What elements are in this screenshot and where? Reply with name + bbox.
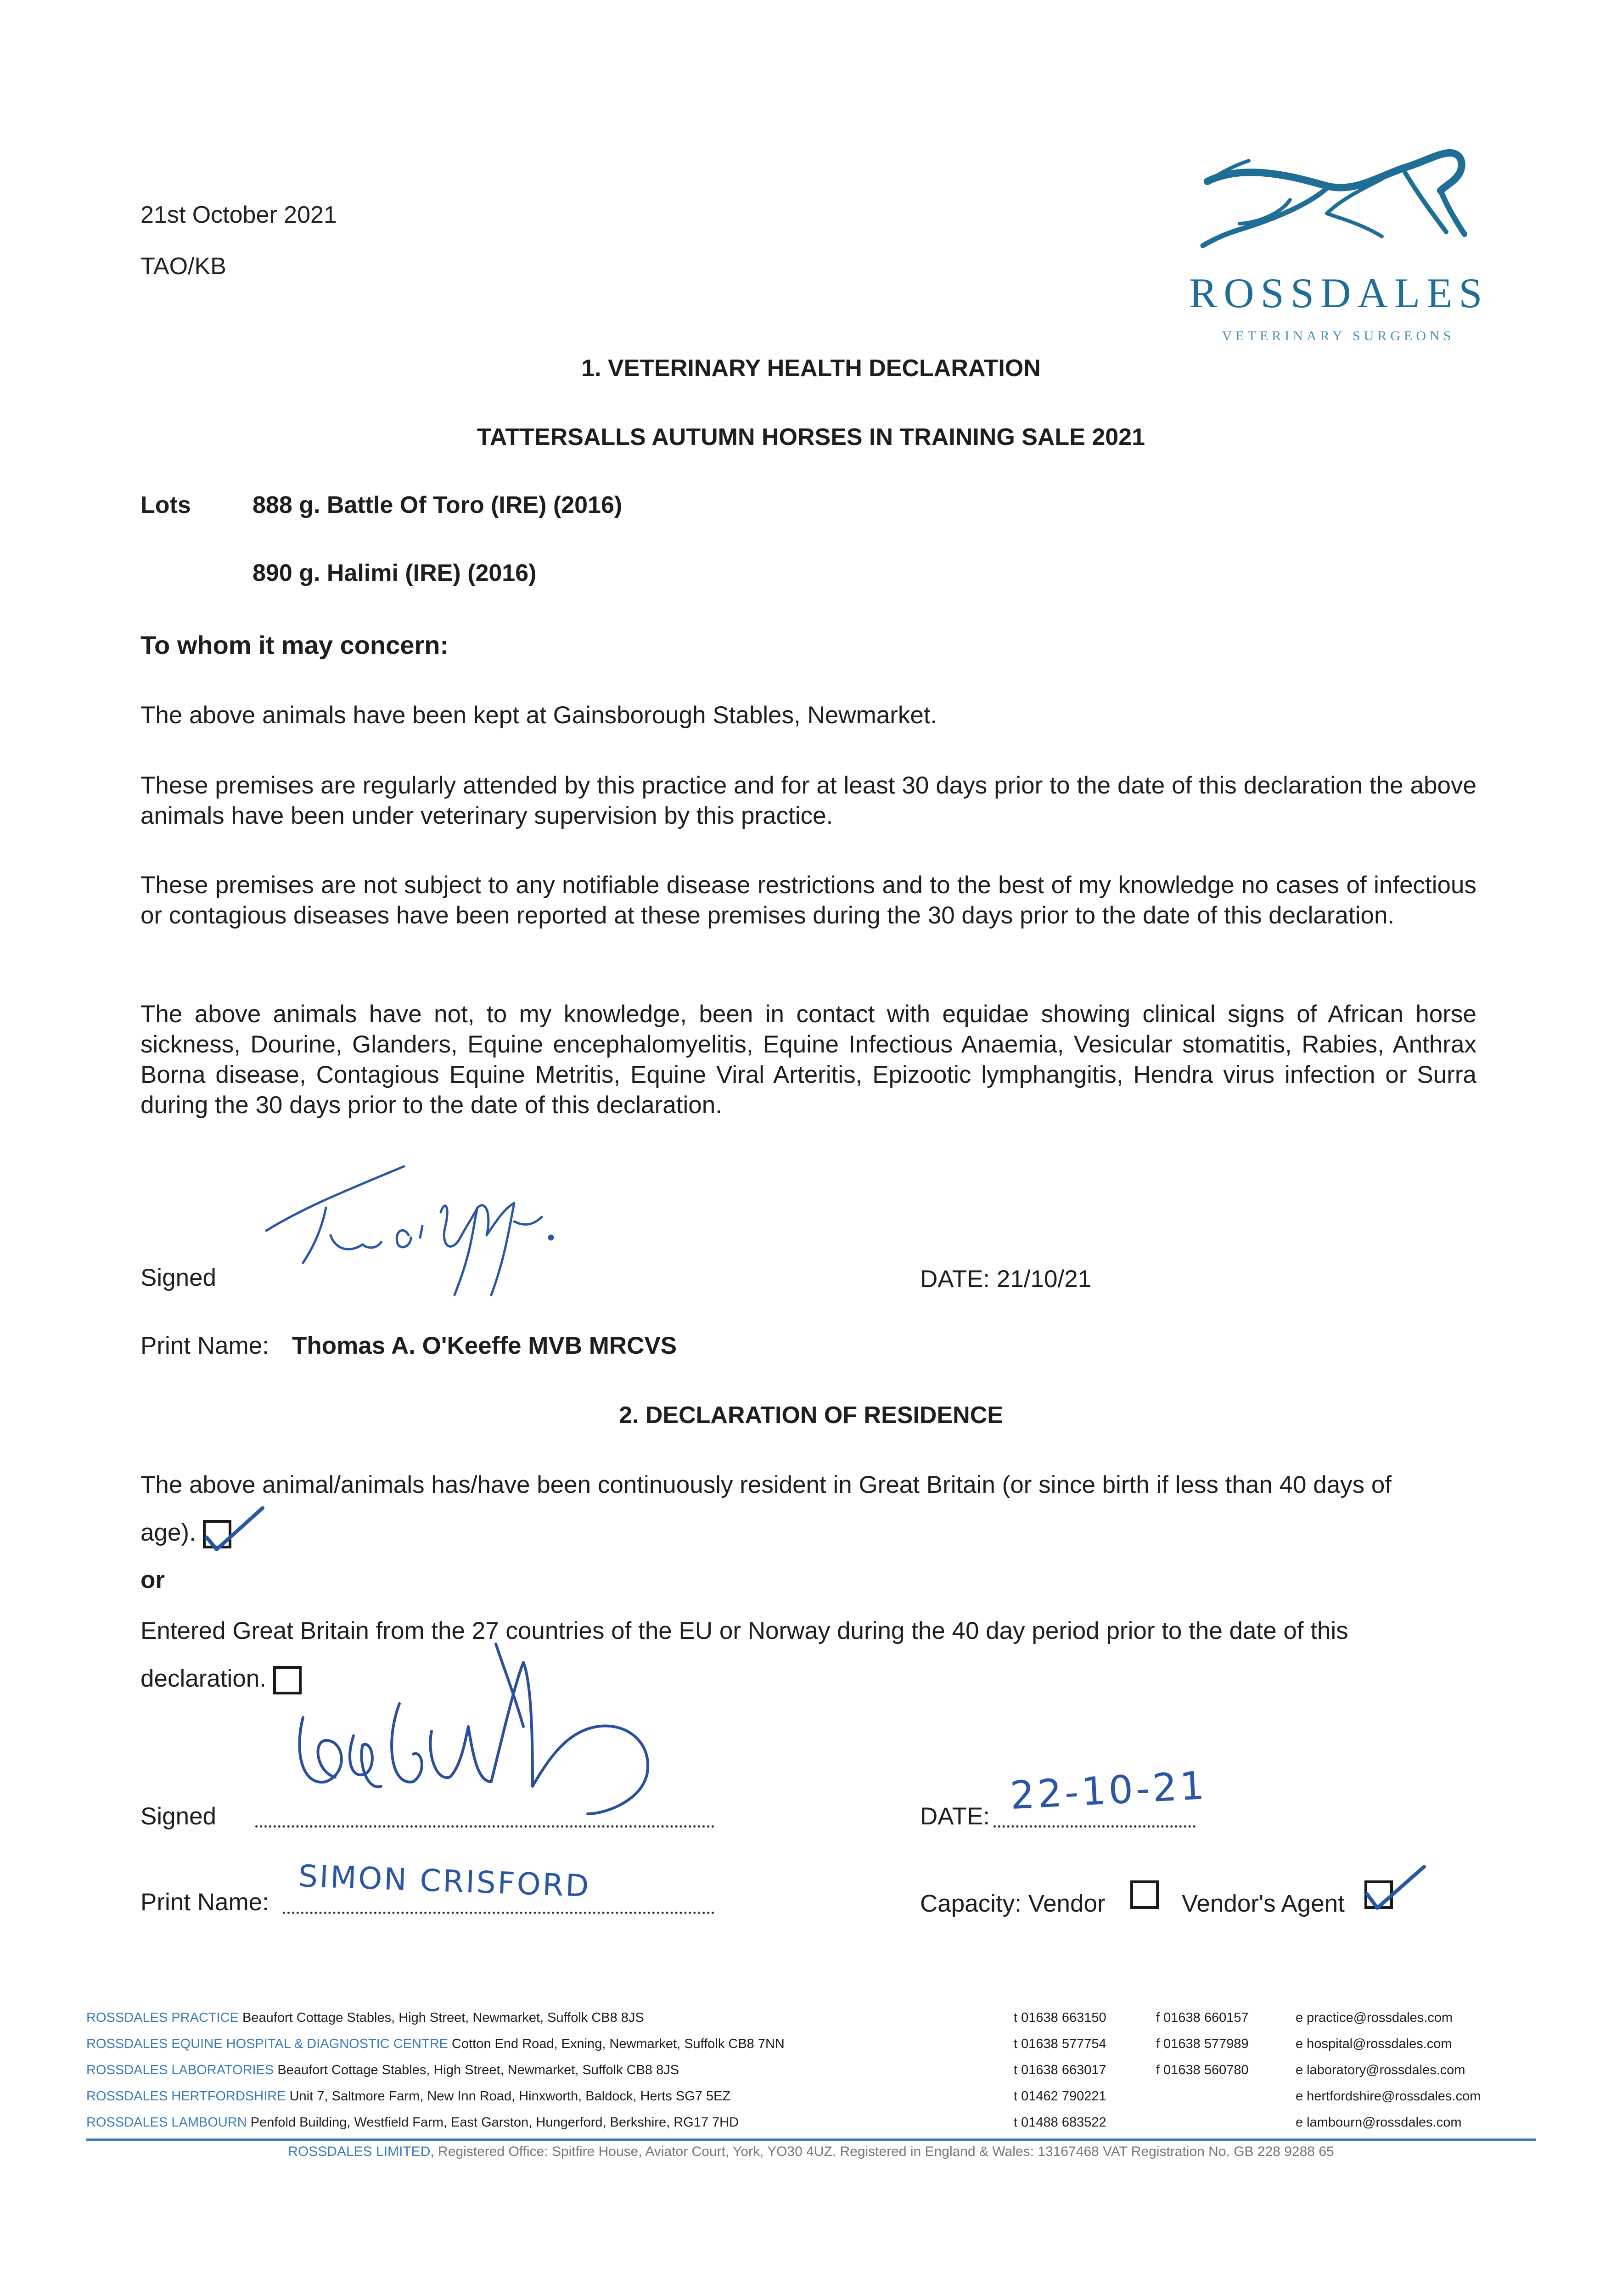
check-mark-icon [1364,1864,1429,1914]
office-address: Beaufort Cottage Stables, High Street, Newmarket, Suffolk CB8 8JS [277,2063,679,2077]
office-fax: f 01638 560780 [1156,2063,1249,2077]
salutation: To whom it may concern: [140,630,449,659]
logo-tagline: VETERINARY SURGEONS [1222,328,1455,343]
vet-signed-label: Signed [140,1264,217,1291]
lots-label: Lots [140,492,191,518]
section1-heading: 1. VETERINARY HEALTH DECLARATION [581,355,1041,382]
office-email: e hertfordshire@rossdales.com [1296,2089,1481,2104]
office-email: e hospital@rossdales.com [1296,2037,1452,2051]
vendor-signature [275,1635,689,1832]
vendor-signature-line[interactable] [255,1825,714,1828]
registration-details: Registered Office: Spitfire House, Aviator Court, York, YO30 4UZ. Registered in England & Wales: 13167468 VAT Registration No. GB 228 9288 65 [438,2144,1334,2159]
paragraph-premises: The above animals have been kept at Gainsborough Stables, Newmarket. [140,702,937,729]
office-name: ROSSDALES LABORATORIES [86,2063,274,2077]
vendor-checkbox[interactable] [1130,1880,1159,1909]
footer-divider [86,2138,1536,2141]
check-mark-icon [203,1504,267,1555]
office-phone: t 01638 663150 [1014,2010,1106,2025]
horse-logo-icon [1189,145,1487,282]
logo-name: ROSSDALES [1189,270,1489,316]
vendor-agent-label: Vendor's Agent [1182,1890,1345,1917]
rossdales-logo [1189,145,1487,356]
vendor-date-handwritten: 22-10-21 [1009,1762,1208,1818]
footer-office-address [86,2115,739,2130]
capacity-vendor-label: Capacity: Vendor [920,1890,1106,1917]
footer-office-address [86,2089,730,2104]
paragraph-supervision: These premises are regularly attended by this practice and for at least 30 days prior to the date of this declaration the above animals have been under veterinary supervision by this practice. [140,772,1476,829]
office-fax: f 01638 577989 [1156,2037,1249,2051]
office-name: ROSSDALES LAMBOURN [86,2115,247,2130]
vet-print-name: Thomas A. O'Keeffe MVB MRCVS [292,1332,677,1359]
vendor-print-name-handwritten: SIMON CRISFORD [297,1858,591,1904]
paragraph-disease: These premises are not subject to any notifiable disease restrictions and to the best of my knowledge no cases of infectious or contagious diseases have been reported at these premises during the 30 days prior to the date of this declaration. [140,872,1476,929]
vet-date: DATE: 21/10/21 [920,1266,1092,1293]
option-1-text: The above animal/animals has/have been continuously resident in Great Britain (or since birth if less than 40 days of age). [140,1471,1392,1546]
vendor-agent-checkbox[interactable] [1364,1880,1393,1909]
residence-option-1 [140,1461,1417,1557]
paragraph-contact: The above animals have not, to my knowledge, been in contact with equidae showing clinical signs of African horse sickness, Dourine, Glanders, Equine encephalomyelitis, Equine Infectious Anaemia, Vesicular stomatitis, Rabies, Anthrax Borna disease, Contagious Equine Metritis, Equine Viral Arteritis, Epizootic lymphangitis, Hendra virus infection or Surra during the 30 days prior to the date of this declaration. [140,1001,1476,1119]
company-name: ROSSDALES LIMITED, [288,2144,434,2159]
office-email: e laboratory@rossdales.com [1296,2063,1465,2077]
company-registration [0,2144,1622,2160]
vet-print-name-label: Print Name: [140,1332,269,1359]
letter-date: 21st October 2021 [140,202,337,228]
office-name: ROSSDALES EQUINE HOSPITAL & DIAGNOSTIC CENTRE [86,2037,448,2051]
office-phone: t 01462 790221 [1014,2089,1106,2104]
office-name: ROSSDALES HERTFORDSHIRE [86,2089,286,2104]
office-address: Beaufort Cottage Stables, High Street, Newmarket, Suffolk CB8 8JS [242,2010,644,2025]
section2-heading: 2. DECLARATION OF RESIDENCE [619,1402,1003,1429]
vendor-date-label: DATE: [920,1803,990,1830]
lot-item: 888 g. Battle Of Toro (IRE) (2016) [253,492,623,518]
office-address: Unit 7, Saltmore Farm, New Inn Road, Hinxworth, Baldock, Herts SG7 5EZ [289,2089,731,2104]
resident-gb-checkbox[interactable] [203,1520,231,1548]
option-2-text: Entered Great Britain from the 27 countries of the EU or Norway during the 40 day period prior to the date of this declaration. [140,1617,1348,1692]
footer-office-address [86,2037,785,2052]
office-fax: f 01638 660157 [1156,2010,1249,2025]
office-address: Penfold Building, Westfield Farm, East Garston, Hungerford, Berkshire, RG17 7HD [250,2115,739,2130]
office-phone: t 01638 577754 [1014,2037,1106,2051]
vendor-signed-label: Signed [140,1803,217,1830]
office-name: ROSSDALES PRACTICE [86,2010,239,2025]
office-email: e lambourn@rossdales.com [1296,2115,1462,2130]
vet-signature [257,1157,569,1300]
vendor-print-name-line[interactable] [283,1912,714,1914]
footer-office-address [86,2063,679,2078]
office-phone: t 01488 683522 [1014,2115,1106,2130]
sale-title: TATTERSALLS AUTUMN HORSES IN TRAINING SALE 2021 [477,424,1145,450]
office-email: e practice@rossdales.com [1296,2010,1453,2025]
office-address: Cotton End Road, Exning, Newmarket, Suffolk CB8 7NN [452,2037,785,2051]
vendor-print-name-label: Print Name: [140,1889,269,1916]
vendor-date-line[interactable] [993,1825,1195,1828]
office-phone: t 01638 663017 [1014,2063,1106,2077]
reference-code: TAO/KB [140,253,226,280]
or-label: or [140,1566,165,1593]
lot-item: 890 g. Halimi (IRE) (2016) [253,560,537,586]
footer-office-address [86,2010,644,2026]
